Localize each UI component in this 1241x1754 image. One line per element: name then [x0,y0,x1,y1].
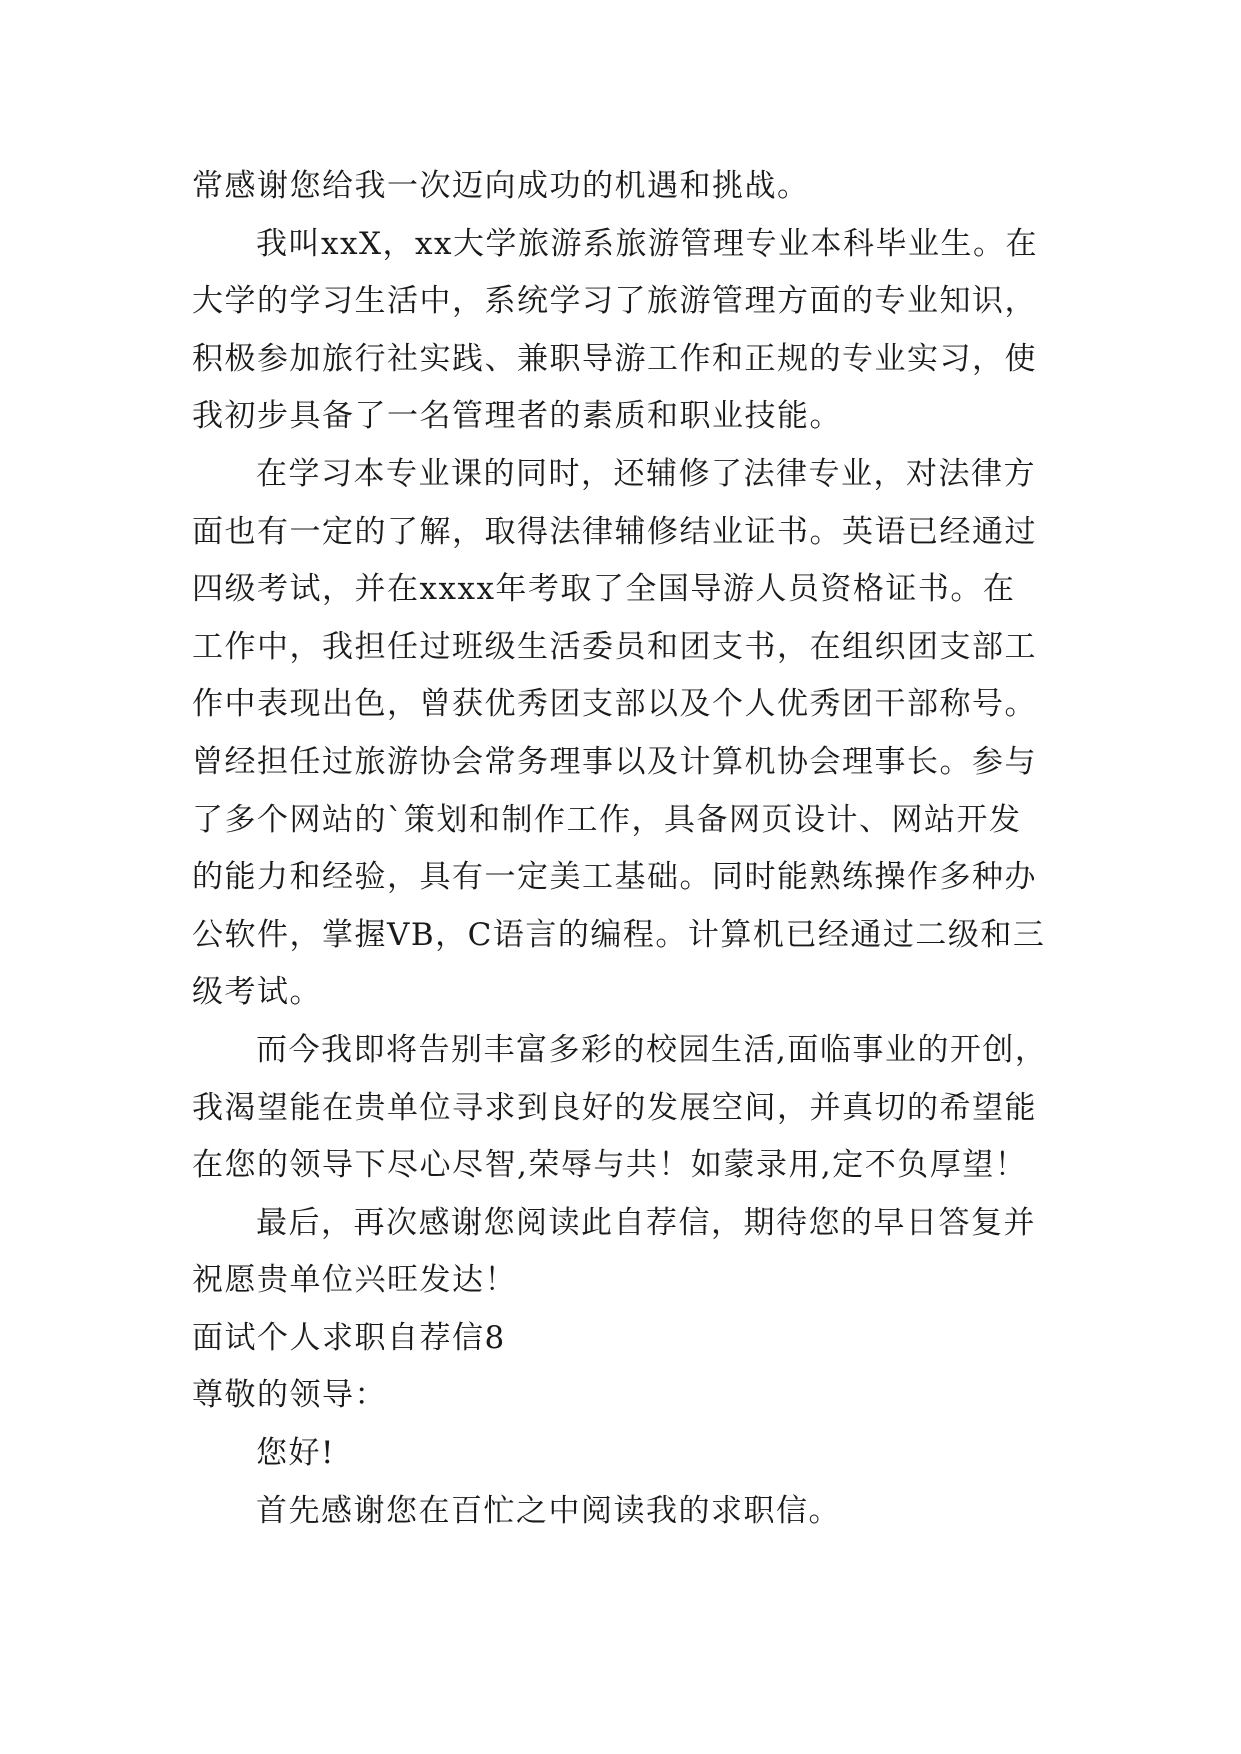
salutation: 尊敬的领导： [192,1377,387,1414]
text-line: 工作中，我担任过班级生活委员和团支书，在组织团支部工 [192,628,1037,665]
text-line: 曾经担任过旅游协会常务理事以及计算机协会理事长。参与 [192,743,1037,780]
greeting: 您好! [256,1435,335,1472]
document-body [192,158,1072,1540]
text-line: 的能力和经验，具有一定美工基础。同时能熟练操作多种办 [192,859,1037,896]
text-line: 我初步具备了一名管理者的素质和职业技能。 [192,398,842,435]
paragraph-start-line: 而今我即将告别丰富多彩的校园生活,面临事业的开创， [256,1031,1048,1068]
text-line: 积极参加旅行社实践、兼职导游工作和正规的专业实习，使 [192,340,1037,377]
text-line: 作中表现出色，曾获优秀团支部以及个人优秀团干部称号。 [192,686,1037,723]
text-line: 级考试。 [192,974,322,1011]
text-line: 了多个网站的`策划和制作工作，具备网页设计、网站开发 [192,801,1022,838]
text-line: 我渴望能在贵单位寻求到良好的发展空间，并真切的希望能 [192,1089,1037,1126]
text-line: 祝愿贵单位兴旺发达！ [192,1262,517,1299]
paragraph-start-line: 最后，再次感谢您阅读此自荐信，期待您的早日答复并 [256,1204,1036,1241]
text-line: 常感谢您给我一次迈向成功的机遇和挑战。 [192,168,810,204]
paragraph-start-line: 首先感谢您在百忙之中阅读我的求职信。 [256,1492,841,1529]
section-heading: 面试个人求职自荐信8 [192,1319,506,1356]
paragraph-start-line: 在学习本专业课的同时，还辅修了法律专业，对法律方 [256,455,1036,492]
paragraph-start-line: 我叫xxX，xx大学旅游系旅游管理专业本科毕业生。在 [256,225,1038,262]
text-line: 在您的领导下尽心尽智,荣辱与共！如蒙录用,定不负厚望！ [192,1147,1028,1184]
text-line: 大学的学习生活中，系统学习了旅游管理方面的专业知识， [192,283,1037,320]
text-line: 面也有一定的了解，取得法律辅修结业证书。英语已经通过 [192,513,1037,550]
text-line: 四级考试，并在xxxx年考取了全国导游人员资格证书。在 [192,571,1016,608]
text-line: 公软件，掌握VB，C语言的编程。计算机已经通过二级和三 [192,916,1046,953]
